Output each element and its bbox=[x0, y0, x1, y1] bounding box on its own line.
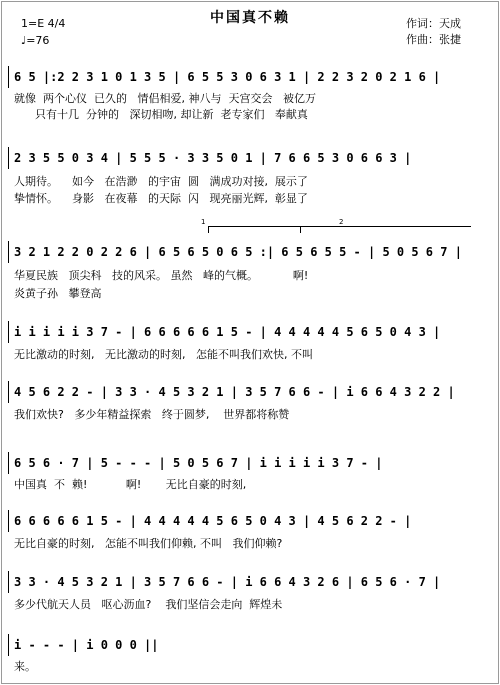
system-start-barline bbox=[8, 66, 9, 88]
notation-line: 6 5 6 · 7 | 5 - - - | 5 0 5 6 7 | i i i i i 3 7 - | bbox=[14, 456, 383, 470]
song-title: 中国真不赖 bbox=[210, 10, 290, 26]
notation-line: 2 3 5 5 0 3 4 | 5 5 5 · 3 3 5 0 1 | 7 6 6 5 3 0 6 6 3 | bbox=[14, 151, 412, 165]
volta-first-ending: 1 bbox=[208, 226, 317, 233]
lyric-line: 中国真 不 赖! 啊! 无比自豪的时刻, bbox=[14, 478, 247, 491]
tempo-marking: ♩=76 bbox=[21, 34, 50, 47]
notation-line: 3 3 · 4 5 3 2 1 | 3 5 7 6 6 - | i 6 6 4 3 2 6 | 6 5 6 · 7 | bbox=[14, 575, 441, 589]
notation-line: i - - - | i 0 0 0 || bbox=[14, 638, 159, 652]
system-start-barline bbox=[8, 510, 9, 532]
system-start-barline bbox=[8, 147, 9, 169]
lyric-line: 我们欢快? 多少年精益探索 终于圆梦, 世界都将称赞 bbox=[14, 408, 290, 421]
lyric-line: 炎黄子孙 攀登高 bbox=[14, 287, 102, 300]
notation-line: 4 5 6 2 2 - | 3 3 · 4 5 3 2 1 | 3 5 7 6 6 - | i 6 6 4 3 2 2 | bbox=[14, 385, 455, 399]
lyric-line: 人期待。 如今 在浩渺 的宇宙 圆 满成功对接, 展示了 bbox=[14, 175, 308, 188]
system-start-barline bbox=[8, 571, 9, 593]
notation-line: i i i i i 3 7 - | 6 6 6 6 6 1 5 - | 4 4 4 4 4 5 6 5 0 4 3 | bbox=[14, 325, 441, 339]
lyric-line: 只有十几 分钟的 深切相吻, 却让新 老专家们 奉献真 bbox=[14, 108, 308, 121]
lyric-line: 挚情怀。 身影 在夜幕 的天际 闪 现亮丽光辉, 彰显了 bbox=[14, 192, 308, 205]
composer-credit: 作曲：张捷 bbox=[406, 33, 461, 46]
lyric-line: 多少代航天人员 呕心沥血? 我们坚信会走向 辉煌未 bbox=[14, 598, 283, 611]
lyricist-credit: 作词：天成 bbox=[406, 17, 461, 30]
system-start-barline bbox=[8, 241, 9, 263]
notation-line: 6 5 |:2 2 3 1 0 1 3 5 | 6 5 5 3 0 6 3 1 | 2 2 3 2 0 2 1 6 | bbox=[14, 70, 441, 84]
system-start-barline bbox=[8, 321, 9, 343]
system-start-barline bbox=[8, 452, 9, 474]
notation-line: 3 2 1 2 2 0 2 2 6 | 6 5 6 5 0 6 5 :| 6 5 6 5 5 - | 5 0 5 6 7 | bbox=[14, 245, 462, 259]
notation-line: 6 6 6 6 6 1 5 - | 4 4 4 4 4 5 6 5 0 4 3 | 4 5 6 2 2 - | bbox=[14, 514, 412, 528]
lyric-line: 无比激动的时刻, 无比激动的时刻, 怎能不叫我们欢快, 不叫 bbox=[14, 348, 313, 361]
lyric-line: 来。 bbox=[14, 660, 36, 673]
lyric-line: 华夏民族 顶尖科 技的风采。 虽然 峰的气概。 啊! bbox=[14, 269, 309, 282]
key-signature: 1=E 4/4 bbox=[21, 17, 66, 30]
system-start-barline bbox=[8, 634, 9, 656]
system-start-barline bbox=[8, 381, 9, 403]
lyric-line: 无比自豪的时刻, 怎能不叫我们仰赖, 不叫 我们仰赖? bbox=[14, 537, 283, 550]
volta-second-ending: 2 bbox=[300, 226, 471, 233]
lyric-line: 就像 两个心仪 已久的 情侣相爱, 神八与 天宫交会 被亿万 bbox=[14, 92, 316, 105]
